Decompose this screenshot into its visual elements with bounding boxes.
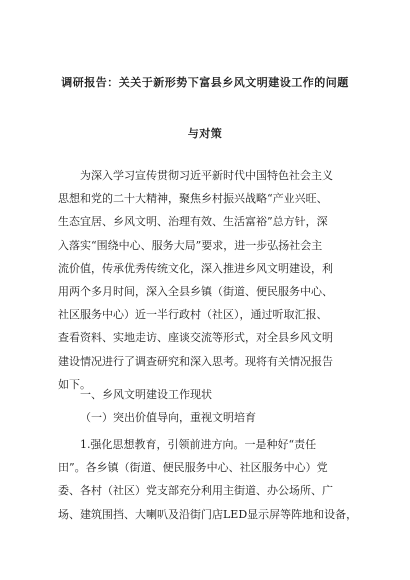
- paragraph-line: 思想和党的二十大精神，聚焦乡村振兴战略“产业兴旺、: [58, 192, 328, 206]
- paragraph-line: 如下。: [58, 377, 91, 391]
- section-heading: 一、乡风文明建设工作现状: [80, 388, 212, 401]
- paragraph-line: 查看资料、实地走访、座谈交流等形式，对全县乡风文明: [58, 331, 333, 345]
- paragraph-line: 田”。各乡镇（街道、便民服务中心、社区服务中心）党: [58, 461, 328, 475]
- section-paragraph: [58, 433, 358, 526]
- paragraph-line: 场、建筑围挡、大喇叭及沿街门店LED显示屏等阵地和设备，: [58, 507, 358, 521]
- paragraph-line: 1.强化思想教育，引领前进方向。一是种好“责任: [80, 438, 317, 451]
- paragraph-line: 流价值，传承优秀传统文化，深入推进乡风文明建设，利: [58, 261, 333, 275]
- paragraph-line: 为深入学习宣传贯彻习近平新时代中国特色社会主义: [80, 169, 333, 182]
- document-title: 调研报告：关关于新形势下富县乡风文明建设工作的问题: [61, 76, 349, 89]
- paragraph-line: 生态宜居、乡风文明、治理有效、生活富裕”总方针，深: [58, 215, 328, 229]
- paragraph-line: 入落实“围绕中心、服务大局”要求，进一步弘扬社会主: [58, 238, 323, 252]
- document-title-continuation: 与对策: [187, 127, 223, 140]
- paragraph-line: 委、各村（社区）党支部充分利用主街道、办公场所、广: [58, 484, 333, 498]
- paragraph-line: 用两个多月时间，深入全县乡镇（街道、便民服务中心、: [58, 285, 333, 299]
- paragraph-line: 社区服务中心）近一半行政村（社区），通过听取汇报、: [58, 308, 328, 322]
- intro-paragraph: [58, 164, 358, 396]
- paragraph-line: 建设情况进行了调查研究和深入思考。现将有关情况报告: [58, 354, 333, 368]
- subsection-heading: （一）突出价值导向，重视文明培育: [80, 411, 256, 424]
